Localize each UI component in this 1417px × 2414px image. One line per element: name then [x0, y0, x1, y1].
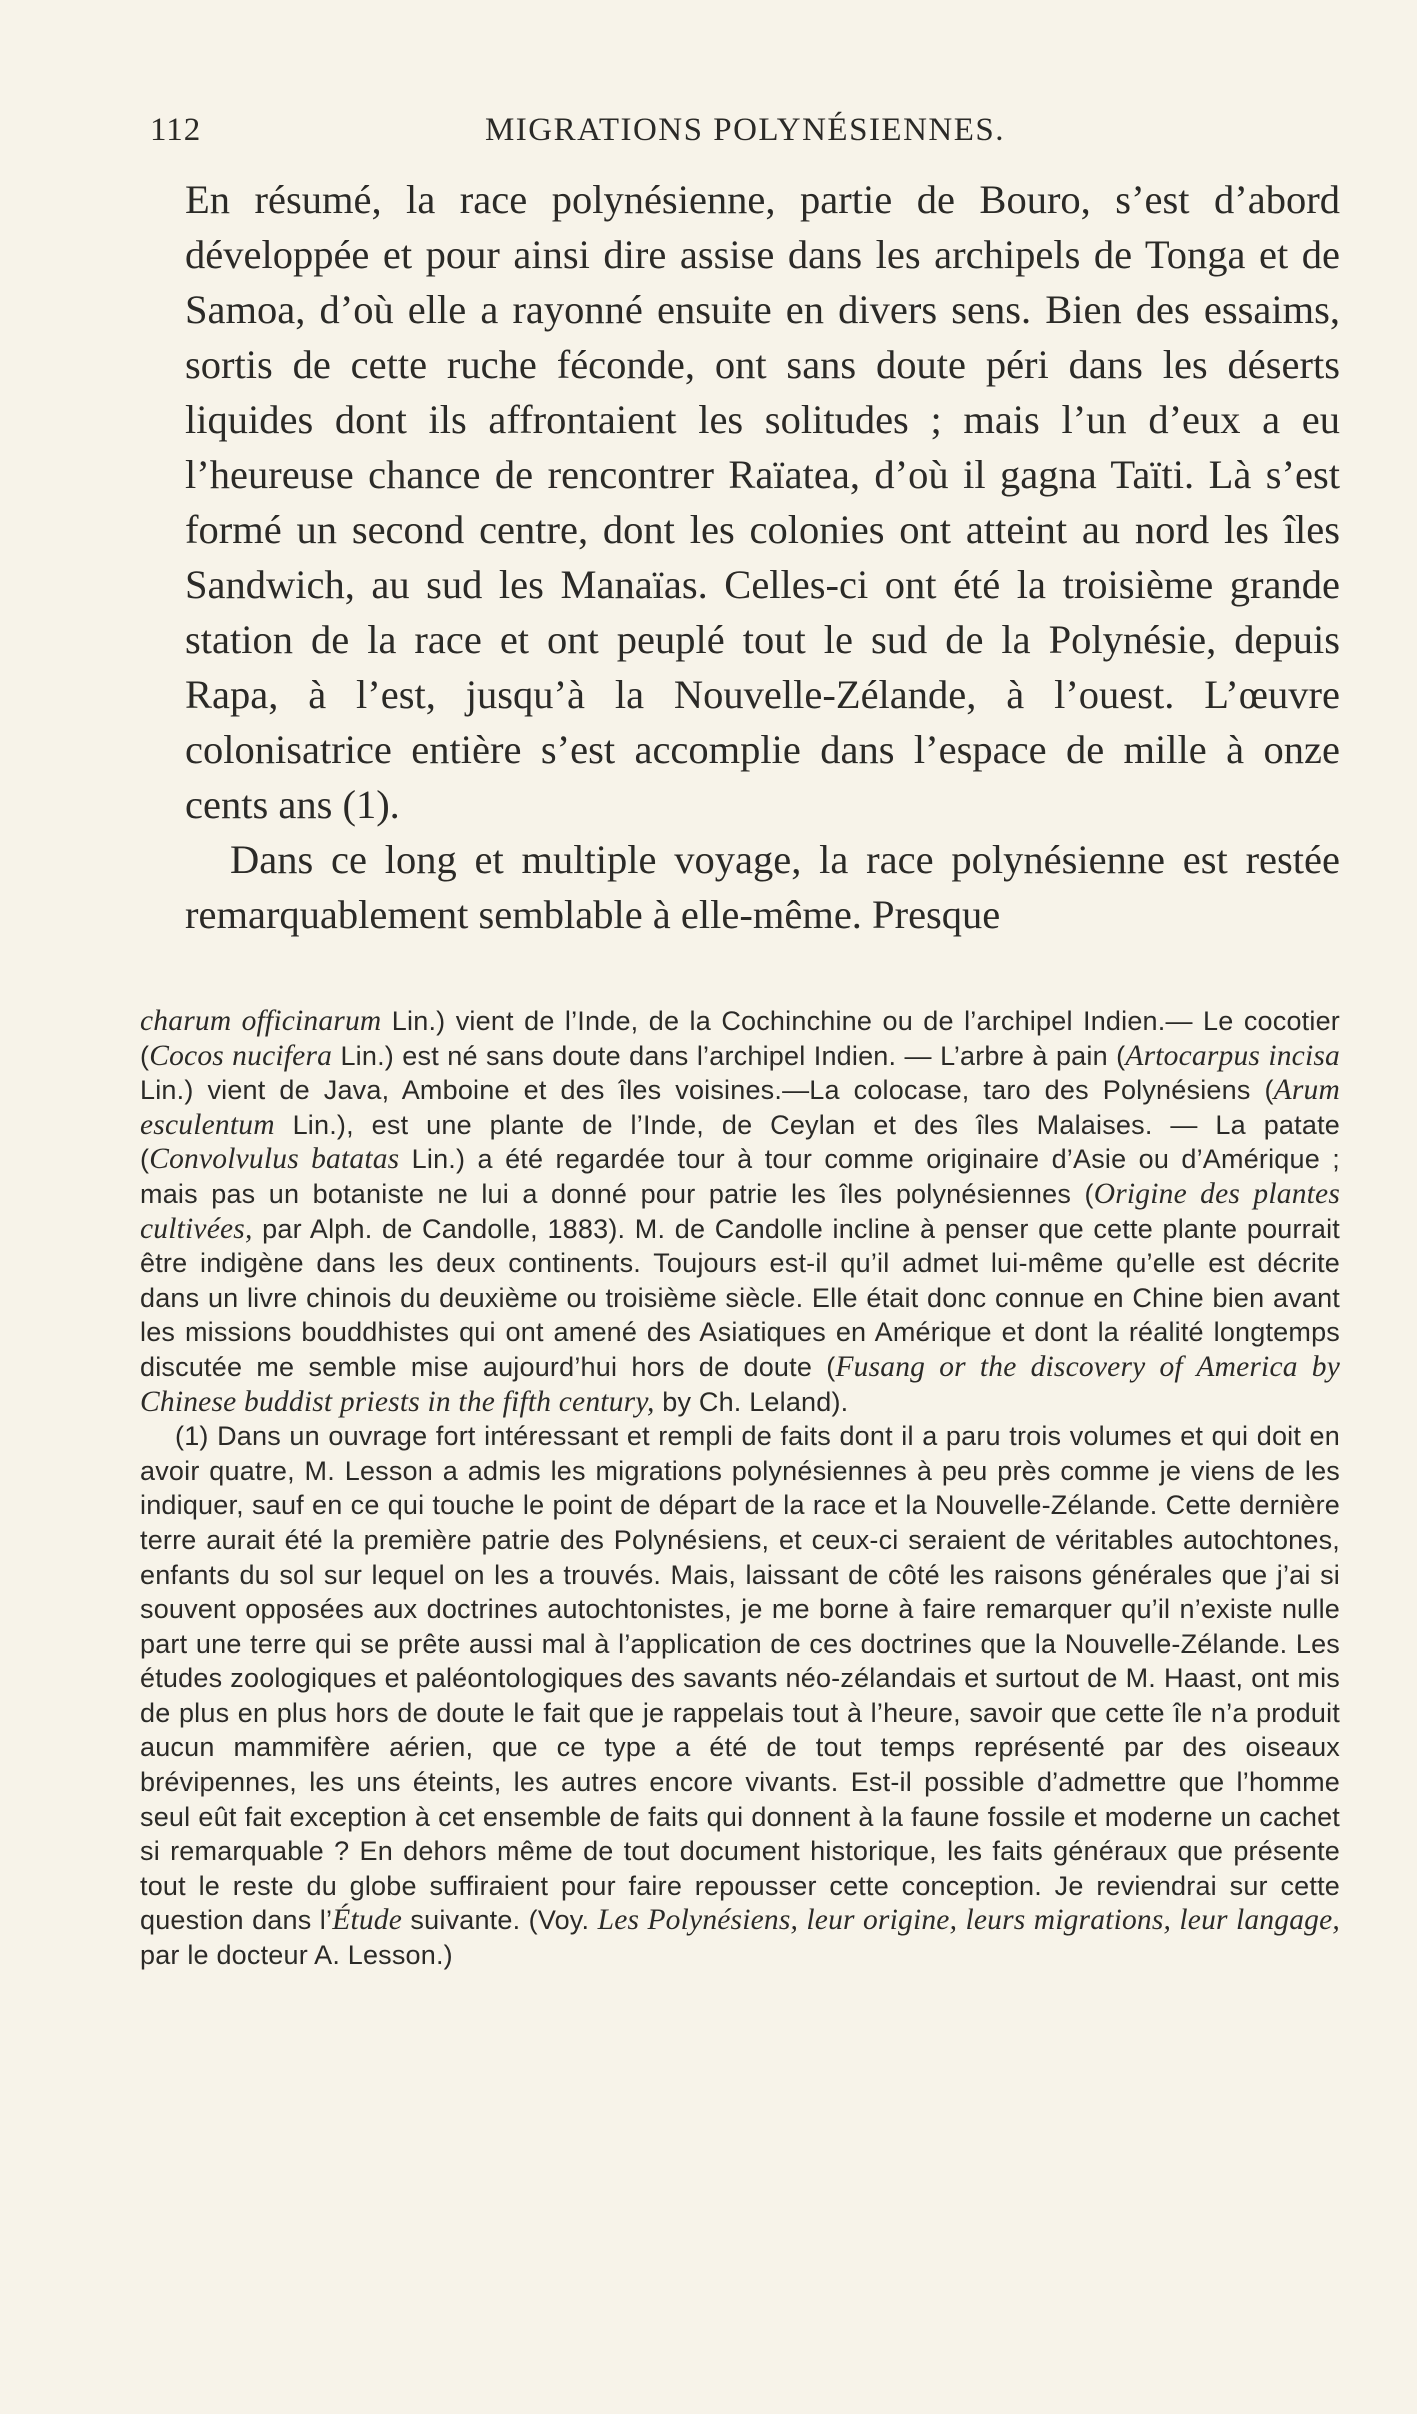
note-text: Lin.) vient de l’Inde, de la Cochinchine ou de l’archipel Indien.— Le cocotier ( — [140, 1006, 1340, 1071]
footnote-1 — [140, 1419, 1340, 1973]
italic-text: Convolvulus batatas — [149, 1143, 400, 1176]
note-text: par Alph. de Candolle, 1883). M. de Candolle incline à penser que cette plante pourrait être indigène dans les deux continents. Toujours est-il qu’il admet lui-même qu’elle est décrite dans un livre chinois du deuxième ou troisième siècle. Elle était donc connue en Chine bien avant les missions bouddhistes qui ont amené des Asiatiques en Amérique et dont la réalité longtemps discutée me semble mise aujourd’hui hors de doute ( — [140, 1213, 1340, 1382]
italic-text: Artocarpus incisa — [1125, 1039, 1340, 1072]
running-header — [150, 112, 1340, 162]
note-text: Lin.) vient de Java, Amboine et des îles voisines.—La colocase, taro des Polynésiens ( — [140, 1075, 1274, 1106]
note-text: suivante. (Voy. — [402, 1905, 598, 1936]
paragraph: En résumé, la race polynésienne, partie de Bouro, s’est d’abord développée et pour ainsi dire assise dans les archipels de Tonga et de Samoa, d’où elle a rayonné ensuite en divers sens. Bien des essaims, sortis de cette ruche féconde, ont sans doute péri dans les déserts liquides dont ils affrontaient les solitudes ; mais l’un d’eux a eu l’heureuse chance de rencontrer Raïatea, d’où il gagna Taïti. Là s’est formé un second centre, dont les colonies ont atteint au nord les îles Sandwich, au sud les Manaïas. Celles-ci ont été la troisième grande station de la race et ont peuplé tout le sud de la Polynésie, depuis Rapa, à l’est, jusqu’à la Nouvelle-Zélande, à l’ouest. L’œuvre colonisatrice entière s’est accomplie dans l’espace de mille à onze cents ans (1). — [185, 177, 1340, 827]
note-text: Lin.), est une plante de l’Inde, de Ceylan et des îles Malaises. — La patate ( — [140, 1109, 1340, 1175]
note-text: (1) Dans un ouvrage fort intéressant et rempli de faits dont il a paru trois volumes et qui doit en avoir quatre, M. Lesson a admis les migrations polynésiennes à peu près comme je viens de les indiquer, sauf en ce qui touche le point de départ de la race et la Nouvelle-Zélande. Cette dernière terre aurait été la première patrie des Polynésiens, et ceux-ci seraient de véritables autochtones, enfants du sol sur lequel on les a trouvés. Mais, laissant de côté les raisons générales que j’ai si souvent opposées aux doctrines autochtonistes, je me borne à faire remarquer qu’il n’existe nulle part une terre qui se prête aussi mal à l’application de ces doctrines que la Nouvelle-Zélande. Les études zoologiques et paléontologiques des savants néo-zélandais et surtout de M. Haast, ont mis de plus en plus hors de doute le fait que je rappelais tout à l’heure, savoir que cette île n’a produit aucun mammifère aérien, que ce type a été de tout temps représenté par des oiseaux brévipennes, les uns éteints, les autres encore vivants. Est-il possible d’admettre que l’homme seul eût fait exception à cet ensemble de faits qui donnent à la faune fossile et moderne un cachet si remarquable ? En dehors même de tout document historique, les faits généraux que présente tout le reste du globe suffiraient pour faire repousser cette conception. Je reviendrai sur cette question dans l’ — [140, 1421, 1340, 1936]
italic-text: Étude — [332, 1904, 403, 1937]
footnote-continued — [140, 1004, 1340, 1419]
italic-text: Fusang or the discovery of America by Chinese buddist priests in the fifth century, — [140, 1350, 1340, 1418]
main-text — [185, 172, 1340, 942]
italic-text: Arum esculentum — [140, 1074, 1340, 1141]
italic-text: Cocos nucifera — [149, 1039, 333, 1072]
italic-text: charum officinarum — [140, 1005, 382, 1037]
footnotes — [140, 1004, 1340, 1973]
italic-text: Origine des plantes cultivées, — [140, 1177, 1341, 1245]
page-number: 112 — [150, 112, 202, 148]
note-text: Lin.) a été regardée tour à tour comme originaire d’Asie ou d’Amérique ; mais pas un botaniste ne lui a donné pour patrie les îles polynésiennes ( — [140, 1144, 1340, 1209]
paragraph: Dans ce long et multiple voyage, la race polynésienne est restée remarquablement semblable à elle-même. Presque — [185, 837, 1340, 937]
note-text: by Ch. Leland). — [654, 1386, 849, 1417]
italic-text: Les Polynésiens, leur origine, leurs migrations, leur langage, — [597, 1904, 1340, 1937]
note-text: Lin.) est né sans doute dans l’archipel Indien. — L’arbre à pain ( — [332, 1040, 1126, 1071]
running-title: MIGRATIONS POLYNÉSIENNES. — [484, 112, 1006, 148]
note-text: par le docteur A. Lesson.) — [140, 1940, 453, 1971]
